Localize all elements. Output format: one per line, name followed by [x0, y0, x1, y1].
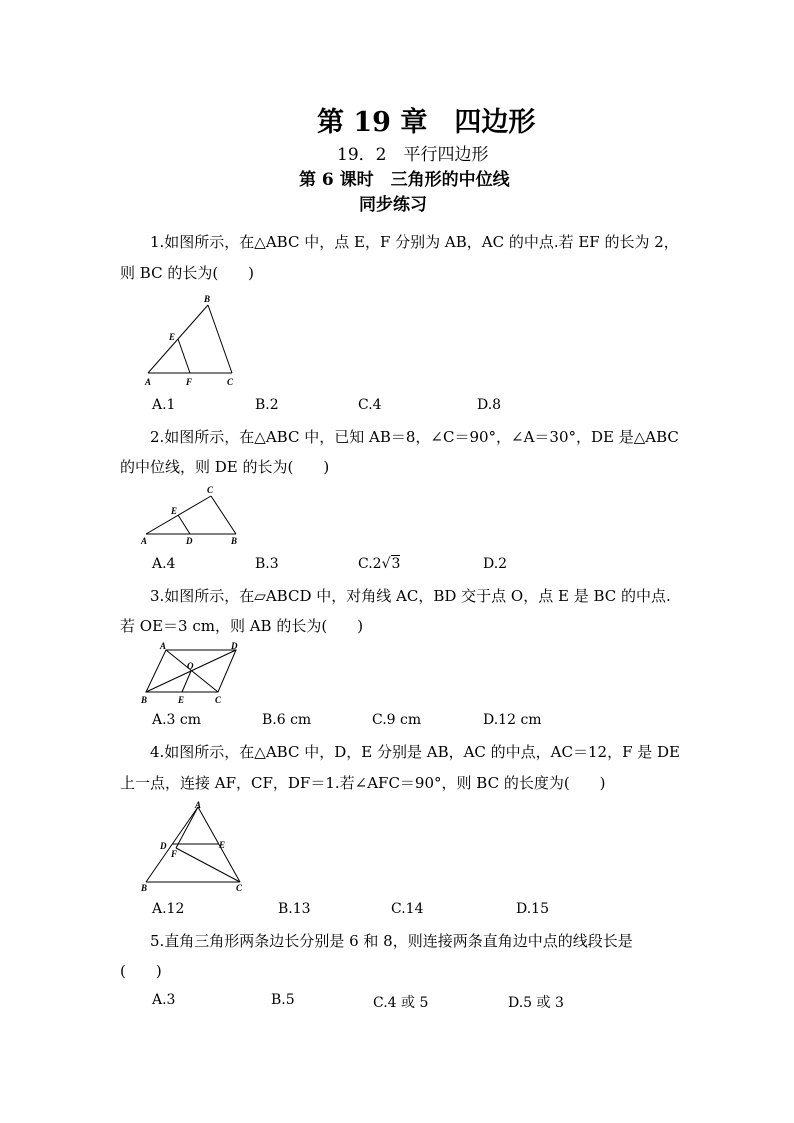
q1-line1: 1.如图所示，在△ABC 中，点 E，F 分别为 AB，AC 的中点.若 EF 的长为 2， [150, 233, 679, 251]
q2-label-d: D [186, 536, 193, 546]
q4-option-d[interactable]: D.15 [516, 901, 549, 917]
q5-option-b[interactable]: B.5 [271, 992, 295, 1008]
q4-option-b[interactable]: B.13 [278, 901, 311, 917]
q2-label-e: E [171, 506, 178, 516]
q3-label-d: D [231, 641, 238, 651]
q5-option-a[interactable]: A.3 [152, 992, 176, 1008]
q2-label-c: C [207, 485, 214, 495]
practice-title: 同步练习 [359, 195, 427, 215]
q4-line2: 上一点，连接 AF，CF，DF＝1.若∠AFC＝90°，则 BC 的长度为( ) [120, 774, 606, 792]
q3-label-a: A [160, 641, 167, 651]
q4-figure [138, 798, 250, 894]
q3-option-c[interactable]: C.9 cm [372, 712, 422, 728]
q2-line1: 2.如图所示，在△ABC 中，已知 AB＝8，∠C＝90°，∠A＝30°，DE 是△ABC [150, 428, 679, 446]
q1-line2: 则 BC 的长为( ) [120, 264, 255, 282]
q4-label-d: D [160, 841, 167, 851]
q2-option-b[interactable]: B.3 [255, 556, 279, 572]
q3-option-a[interactable]: A.3 cm [152, 712, 202, 728]
q3-label-e: E [178, 695, 185, 705]
q4-label-b: B [141, 883, 148, 893]
q1-option-a[interactable]: A.1 [152, 397, 176, 413]
q5-option-d[interactable]: D.5 或 3 [508, 995, 564, 1011]
q5-line1: 5.直角三角形两条边长分别是 6 和 8，则连接两条直角边中点的线段长是 [150, 932, 633, 950]
sqrt-icon: √ [381, 556, 391, 572]
q3-option-b[interactable]: B.6 cm [262, 712, 312, 728]
q1-label-c: C [227, 377, 234, 387]
q4-option-c[interactable]: C.14 [391, 901, 424, 917]
q4-line1: 4.如图所示，在△ABC 中，D，E 分别是 AB，AC 的中点，AC＝12，F 是 DE [150, 743, 680, 761]
q3-figure [138, 640, 250, 706]
q4-label-f: F [171, 849, 178, 859]
q1-option-c[interactable]: C.4 [358, 397, 382, 413]
q2-line2: 的中位线，则 DE 的长为( ) [120, 458, 330, 476]
q3-label-o: O [187, 661, 194, 671]
q1-label-f: F [186, 377, 193, 387]
q2-figure [138, 484, 250, 546]
q5-option-c[interactable]: C.4 或 5 [373, 995, 429, 1011]
chapter-title: 第 19 章 四边形 [317, 107, 536, 138]
q3-option-d[interactable]: D.12 cm [483, 712, 542, 728]
q2-label-a: A [141, 536, 148, 546]
q4-option-a[interactable]: A.12 [152, 901, 185, 917]
q5-line2: ( ) [120, 962, 162, 980]
q3-label-c: C [215, 695, 222, 705]
q1-label-b: B [204, 294, 211, 304]
q3-line1: 3.如图所示，在▱ABCD 中，对角线 AC，BD 交于点 O，点 E 是 BC 的中点. [150, 587, 671, 605]
q3-line2: 若 OE＝3 cm，则 AB 的长为( ) [120, 617, 364, 635]
q2-option-c-coefficient: C.2 [358, 556, 382, 572]
q2-option-d[interactable]: D.2 [483, 556, 508, 572]
lesson-title: 第 6 课时 三角形的中位线 [299, 170, 510, 190]
section-title: 19．2 平行四边形 [337, 145, 489, 165]
q2-option-c[interactable] [358, 556, 400, 572]
q4-label-e: E [219, 840, 226, 850]
q1-figure [140, 292, 250, 388]
q2-option-c-radicand: 3 [391, 556, 401, 572]
q1-option-d[interactable]: D.8 [477, 397, 502, 413]
q1-option-b[interactable]: B.2 [255, 397, 279, 413]
q1-label-a: A [145, 377, 152, 387]
q4-label-a: A [195, 800, 202, 810]
q2-option-a[interactable]: A.4 [152, 556, 176, 572]
q4-label-c: C [236, 883, 243, 893]
q1-label-e: E [169, 332, 176, 342]
q3-label-b: B [141, 695, 148, 705]
q2-label-b: B [231, 536, 238, 546]
